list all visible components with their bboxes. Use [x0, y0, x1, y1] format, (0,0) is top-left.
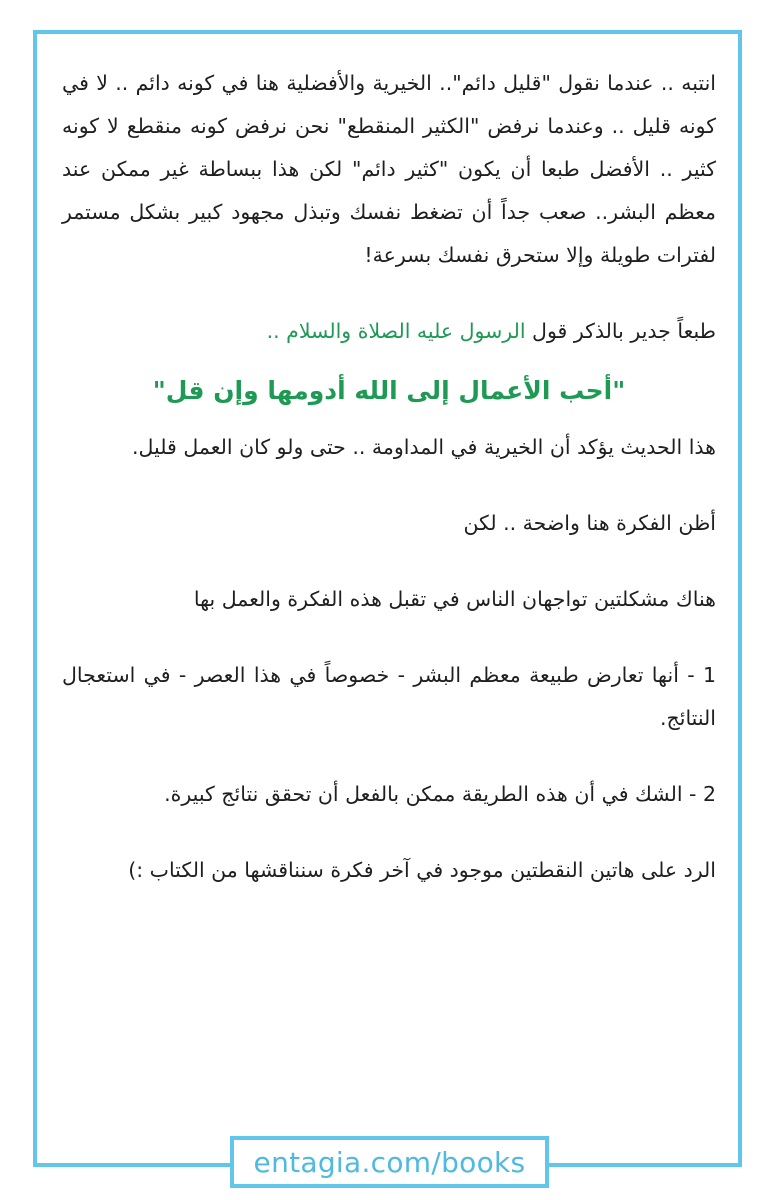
- prophet-highlight: الرسول عليه الصلاة والسلام ..: [266, 319, 526, 343]
- mention-prefix: طبعاً جدير بالذكر قول: [525, 319, 716, 343]
- footer-link-box[interactable]: [230, 1136, 550, 1188]
- list-item-problem-1: 1 - أنها تعارض طبيعة معظم البشر - خصوصاً في هذا العصر - في استعجال النتائج.: [62, 663, 716, 730]
- paragraph-two-problems: هناك مشكلتين تواجهان الناس في تقبل هذه الفكرة والعمل بها: [193, 587, 716, 611]
- article-body: [62, 62, 716, 892]
- spacer: [62, 740, 716, 773]
- spacer: [62, 621, 716, 654]
- spacer: [62, 816, 716, 849]
- spacer: [62, 545, 716, 578]
- spacer: [62, 469, 716, 502]
- paragraph-intro: انتبه .. عندما نقول "قليل دائم".. الخيرية والأفضلية هنا في كونه دائم .. لا في كونه قليل .. وعندما نرفض "الكثير المنقطع" نحن نرفض كونه منقطع لا كونه كثير .. الأفضل طبعا أن يكون "كثير دائم" لكن هذا ببساطة غير ممكن عند معظم البشر.. صعب جداً أن تضغط نفسك وتبذل مجهود كبير بشكل مستمر لفترات طويلة وإلا ستحرق نفسك بسرعة!: [62, 71, 716, 267]
- paragraph-idea-clear: أظن الفكرة هنا واضحة .. لكن: [463, 511, 716, 535]
- list-item-problem-2: 2 - الشك في أن هذه الطريقة ممكن بالفعل أن تحقق نتائج كبيرة.: [164, 782, 716, 806]
- footer-url[interactable]: entagia.com/books: [253, 1145, 526, 1179]
- spacer: [62, 277, 716, 310]
- paragraph-prophet-mention: [62, 310, 716, 353]
- hadith-quote: "أحب الأعمال إلى الله أدومها وإن قل": [152, 376, 626, 405]
- footer: [0, 1136, 779, 1190]
- paragraph-answer-note: الرد على هاتين النقطتين موجود في آخر فكرة سنناقشها من الكتاب :): [128, 858, 716, 882]
- paragraph-hadith-explanation: هذا الحديث يؤكد أن الخيرية في المداومة .. حتى ولو كان العمل قليل.: [132, 435, 716, 459]
